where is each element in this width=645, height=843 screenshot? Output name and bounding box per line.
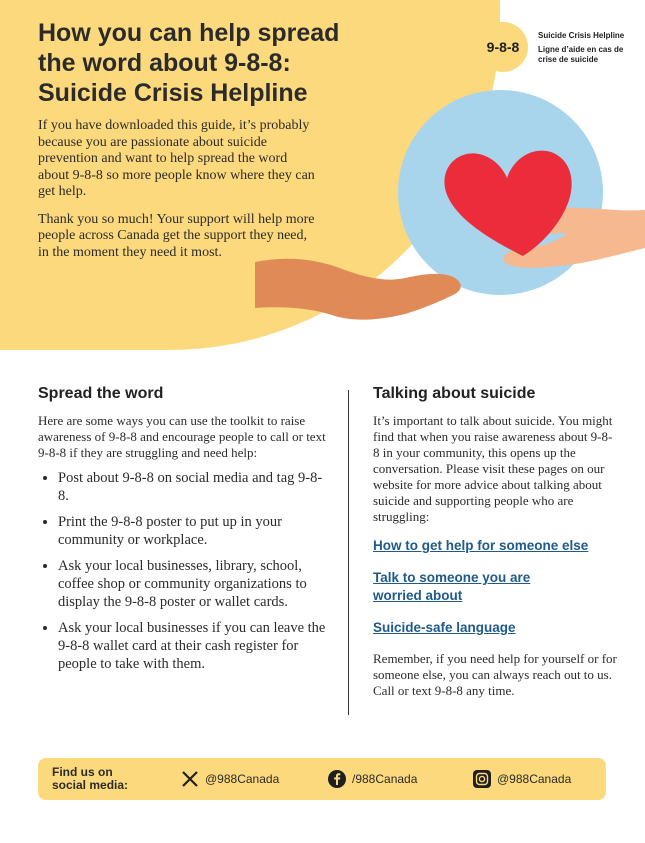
link-talk-to-someone[interactable]: Talk to someone you are worried about	[373, 570, 531, 603]
x-logo-icon	[181, 770, 199, 788]
spread-bullet-list	[38, 469, 328, 673]
helpline-logo-text	[538, 31, 638, 65]
receiving-hand-icon	[255, 259, 461, 320]
page-title: How you can help spread the word about 9-8-8: Suicide Crisis Helpline	[38, 19, 340, 107]
logo-name-fr: Ligne d’aide en cas de crise de suicide	[538, 45, 624, 64]
talking-intro: It’s important to talk about suicide. You might find that when you raise awareness about 9-8-8 in your community, this opens up the conversation. Please visit these pages on our website for more advice about talking about suicide and supporting people who are struggling:	[373, 413, 613, 524]
facebook-icon	[328, 770, 346, 788]
intro-paragraph-2: Thank you so much! Your support will help more people across Canada get the support they need, in the moment they need it most.	[38, 211, 315, 260]
social-x-link[interactable]	[181, 770, 279, 788]
spread-intro: Here are some ways you can use the toolkit to raise awareness of 9-8-8 and encourage people to call or text 9-8-8 if they are struggling and need help:	[38, 413, 326, 460]
talking-about-suicide-section	[373, 385, 618, 707]
list-item: • Ask your local businesses if you can leave the 9-8-8 wallet card at their cash register for people to take with them.	[58, 619, 328, 673]
spread-heading: Spread the word	[38, 385, 164, 402]
intro-paragraph-1: If you have downloaded this guide, it’s probably because you are passionate about suicide prevention and want to help spread the word about 9-8-8 so more people know where they can get help.	[38, 118, 315, 199]
list-item: • Ask your local businesses, library, school, coffee shop or community organizations to display the 9-8-8 poster or wallet cards.	[58, 557, 328, 611]
link-get-help-for-someone-else[interactable]: How to get help for someone else	[373, 538, 589, 553]
list-item: • Post about 9-8-8 on social media and tag 9-8-8.	[58, 469, 328, 505]
social-media-bar	[38, 758, 606, 800]
x-handle: @988Canada	[205, 772, 280, 786]
instagram-handle: @988Canada	[497, 772, 572, 786]
heart-icon	[444, 151, 571, 256]
talking-heading: Talking about suicide	[373, 385, 536, 402]
column-divider	[348, 390, 349, 715]
logo-name-en: Suicide Crisis Helpline	[538, 31, 625, 40]
helpline-logo-badge: 9-8-8	[478, 22, 528, 72]
hands-heart-illustration	[255, 130, 645, 330]
find-us-label: Find us on social media:	[52, 765, 129, 792]
link-suicide-safe-language[interactable]: Suicide-safe language	[373, 620, 516, 635]
social-facebook-link[interactable]	[328, 770, 417, 788]
facebook-handle: /988Canada	[352, 772, 418, 786]
talking-closing: Remember, if you need help for yourself or for someone else, you can always reach out to us. Call or text 9-8-8 any time.	[373, 651, 617, 698]
spread-the-word-section	[38, 385, 328, 681]
instagram-icon	[473, 770, 491, 788]
social-instagram-link[interactable]	[473, 770, 571, 788]
list-item: • Print the 9-8-8 poster to put up in your community or workplace.	[58, 513, 328, 549]
